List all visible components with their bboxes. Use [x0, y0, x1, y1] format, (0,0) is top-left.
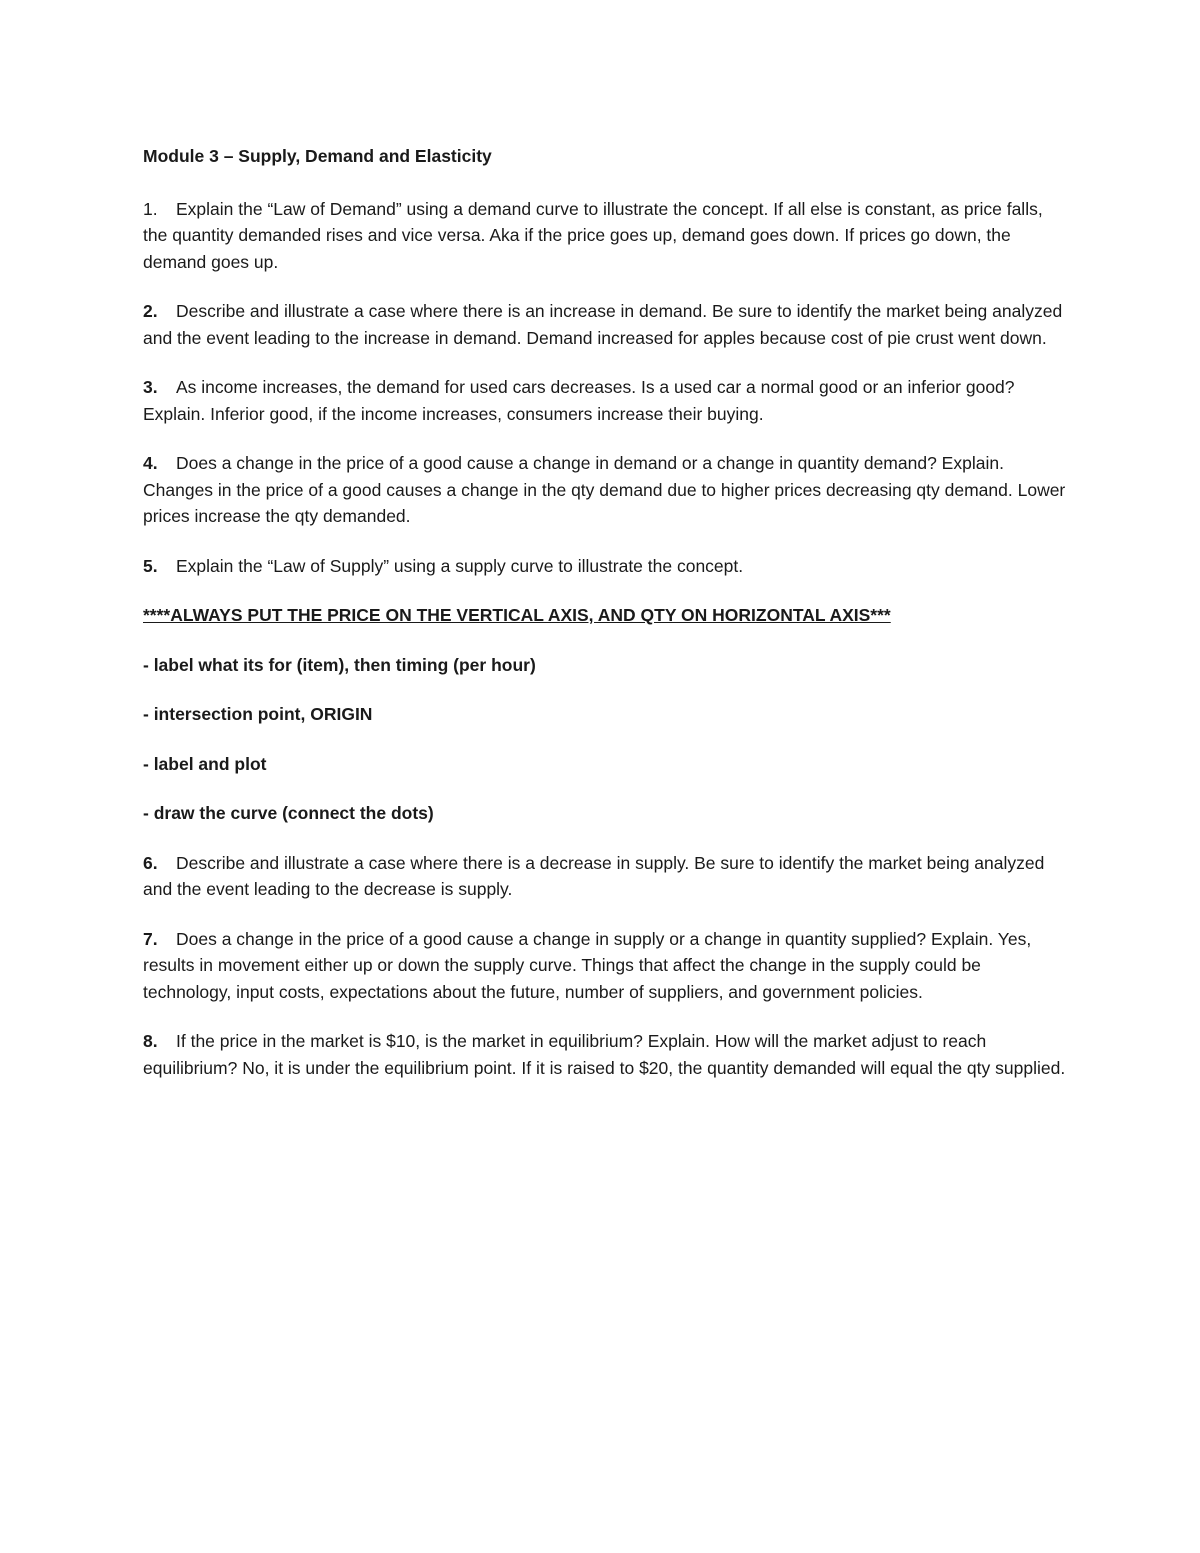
question-number: 6. [143, 852, 158, 873]
question-text: Does a change in the price of a good cause a change in demand or a change in quantity demand? Explain. Changes in the price of a good causes a change in the qty demand due to higher prices decreasing qty demand. Lower prices increase the qty demanded. [143, 453, 1066, 526]
question-5 [143, 553, 1068, 580]
axis-note: ****ALWAYS PUT THE PRICE ON THE VERTICAL AXIS, AND QTY ON HORIZONTAL AXIS*** [143, 605, 891, 625]
tip-item: - label what its for (item), then timing (per hour) [143, 654, 536, 675]
tip-item: - draw the curve (connect the dots) [143, 803, 434, 823]
question-4 [143, 450, 1068, 530]
question-text: As income increases, the demand for used cars decreases. Is a used car a normal good or an inferior good? Explain. Inferior good, if the income increases, consumers increase their buying. [143, 377, 1015, 424]
question-7 [143, 926, 1068, 1006]
question-3 [143, 374, 1068, 427]
question-text: Describe and illustrate a case where there is a decrease in supply. Be sure to identify the market being analyzed and the event leading to the decrease is supply. [143, 852, 1045, 899]
page-title: Module 3 – Supply, Demand and Elasticity [143, 146, 492, 166]
question-number: 8. [143, 1031, 158, 1051]
question-number: 2. [143, 301, 158, 321]
question-text: Explain the “Law of Supply” using a supply curve to illustrate the concept. [176, 555, 744, 576]
tip-item: - intersection point, ORIGIN [143, 704, 373, 724]
question-number: 5. [143, 555, 158, 576]
question-text: Explain the “Law of Demand” using a demand curve to illustrate the concept. If all else is constant, as price falls, the quantity demanded rises and vice versa. Aka if the price goes up, demand goes down. If prices go down, the demand goes up. [143, 198, 1043, 272]
question-1 [143, 196, 1068, 276]
question-text: Describe and illustrate a case where there is an increase in demand. Be sure to identify the market being analyzed and the event leading to the increase in demand. Demand increased for apples because cost of pie crust went down. [143, 301, 1063, 348]
question-text: If the price in the market is $10, is the market in equilibrium? Explain. How will the market adjust to reach equilibrium? No, it is under the equilibrium point. If it is raised to $20, the quantity demanded will equal the qty supplied. [143, 1031, 1066, 1078]
question-8 [143, 1028, 1068, 1081]
question-text: Does a change in the price of a good cause a change in supply or a change in quantity supplied? Explain. Yes, results in movement either up or down the supply curve. Things that affect the change in the supply could be technology, input costs, expectations about the future, number of suppliers, and government policies. [143, 928, 1032, 1002]
question-number: 4. [143, 453, 158, 473]
question-number: 7. [143, 928, 158, 949]
question-2 [143, 298, 1068, 351]
document-page [143, 143, 1068, 1104]
question-6 [143, 850, 1068, 903]
question-number: 3. [143, 377, 158, 397]
question-number: 1. [143, 198, 158, 219]
tip-item: - label and plot [143, 753, 267, 774]
